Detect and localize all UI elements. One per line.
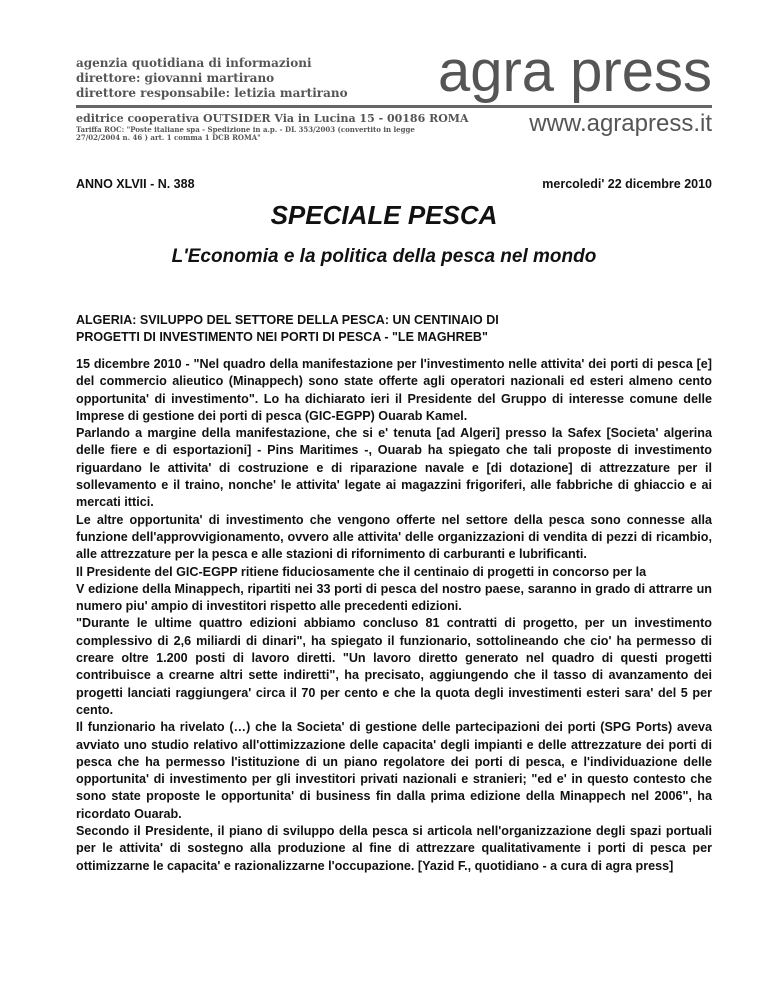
article-paragraph: Parlando a margine della manifestazione, che si e' tenuta [ad Algeri] presso la Safex [Societa' algerina delle fiere e di esportazioni] - Pins Maritimes -, Ouarab ha spiegato che tali proposte di investimento riguardano le attivita' di costruzione e di riparazione navale e [di dotazione] di attrezzature per il sollevamento e il traino, nonche' le attivita' legate ai magazzini frigoriferi, alle fabbriche di ghiaccio e ai mercati ittici.: [76, 426, 712, 510]
issue-number: ANNO XLVII - N. 388: [76, 177, 195, 191]
agency-tagline: agenzia quotidiana di informazioni: [76, 56, 312, 70]
responsible-director: direttore responsabile: letizia martirano: [76, 86, 348, 100]
article-paragraph: Secondo il Presidente, il piano di sviluppo della pesca si articola nell'organizzazione degli spazi portuali per le attivita' di sostegno alla produzione al fine di attrezzare qualitativamente i porti di pesca per ottimizzarne le capacita' e razionalizzarne l'occupazione. [Yazid F., quotidiano - a cura di agra press]: [76, 824, 712, 873]
article-paragraph: Il Presidente del GIC-EGPP ritiene fiduciosamente che il centinaio di progetti in concorso per la: [76, 564, 647, 579]
article-paragraph: 15 dicembre 2010 - "Nel quadro della manifestazione per l'investimento nelle attivita' dei porti di pesca [e] del commercio alieutico (Minappech) sono state offerte agli operatori nazionali ed esteri almeno cento opportunita' di investimento". Lo ha dichiarato ieri il Presidente del Gruppo di interesse comune delle Imprese di gestione dei porti di pesca (GIC-EGPP) Ouarab Kamel.: [76, 357, 712, 423]
director: direttore: giovanni martirano: [76, 71, 275, 85]
headline-line: ALGERIA: SVILUPPO DEL SETTORE DELLA PESCA: UN CENTINAIO DI: [76, 313, 499, 327]
article-paragraph: Il funzionario ha rivelato (…) che la Societa' di gestione delle partecipazioni dei porti (SPG Ports) aveva avviato uno studio relativo all'ottimizzazione delle capacita' degli impianti e delle attrezzature dei porti di pesca che ha permesso l'istituzione di un piano regolatore dei porti di pesca, e l'individuazione delle opportunita' di investimento per gli investitori privati nazionali e stranieri; "ed e' in questo contesto che sono state proposte le opportunita' di business fin dalla prima edizione della Minappech nel 2006", ha ricordato Ouarab.: [76, 720, 712, 821]
page-title: SPECIALE PESCA: [270, 200, 498, 230]
postal-tariff-line1: Tariffa ROC: "Poste italiane spa - Spedizione in a.p. - DL 353/2003 (convertito in legge: [76, 125, 415, 134]
website-link[interactable]: www.agrapress.it: [529, 110, 712, 137]
article-paragraph: Le altre opportunita' di investimento che vengono offerte nel settore della pesca sono connesse alla funzione dell'approvvigionamento, ovvero alle attivita' delle organizzazioni di vendita di pezzi di ricambio, alle attrezzature per la pesca e alle stazioni di rifornimento di carburanti e lubrificanti.: [76, 512, 712, 562]
publisher-line: editrice cooperativa OUTSIDER Via in Lucina 15 - 00186 ROMA: [76, 112, 469, 125]
agency-info: [76, 56, 348, 101]
postal-tariff: [76, 126, 416, 142]
issue-date: mercoledi' 22 dicembre 2010: [542, 177, 712, 191]
brand-logo: agra press: [437, 39, 712, 104]
page-subtitle: L'Economia e la politica della pesca nel mondo: [171, 246, 597, 267]
article-headline: [76, 312, 696, 346]
article-paragraph: "Durante le ultime quattro edizioni abbiamo concluso 81 contratti di progetto, per un investimento complessivo di 2,6 miliardi di dinari", ha spiegato il funzionario, sottolineando che cio' ha permesso di creare oltre 1.200 posti di lavoro diretti. "Un lavoro diretto generato nel quadro di questi progetti contribuisce a crearne altri sette indiretti", ha precisato, aggiungendo che il tasso di avanzamento dei progetti lanciati raggiungera' circa il 70 per cento e che la quota degli investimenti esteri sara' del 5 per cento.: [76, 616, 712, 717]
masthead: [76, 39, 712, 162]
postal-tariff-line2: 27/02/2004 n. 46 ) art. 1 comma 1 DCB ROMA": [76, 133, 261, 142]
article-body: [76, 356, 712, 875]
header-rule: [76, 105, 712, 108]
headline-line: PROGETTI DI INVESTIMENTO NEI PORTI DI PESCA - "LE MAGHREB": [76, 330, 488, 344]
article-paragraph: V edizione della Minappech, ripartiti nei 33 porti di pesca del nostro paese, saranno in grado di attrarre un numero piu' ampio di investitori rispetto alle precedenti edizioni.: [76, 581, 712, 614]
